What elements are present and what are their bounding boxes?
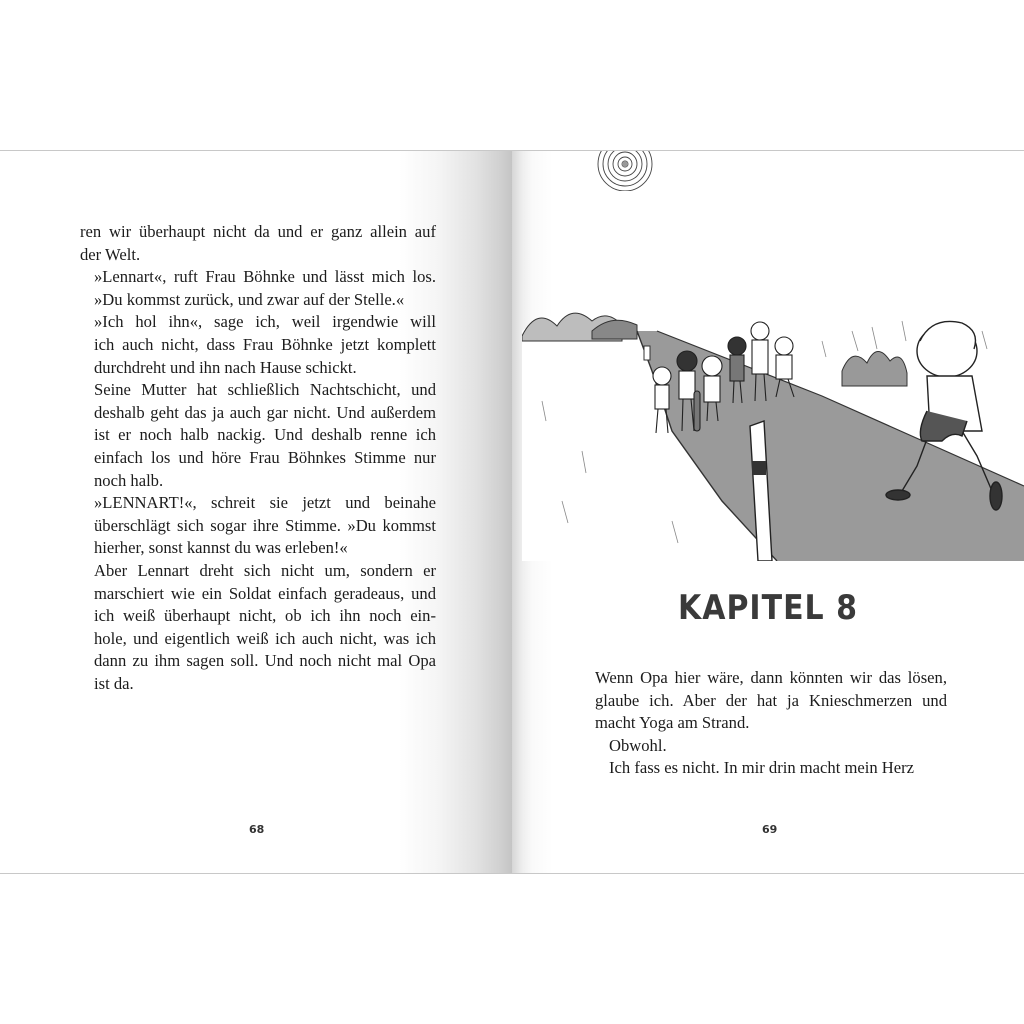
text-line: Wenn Opa hier wäre, dann könnten wir das lösen,: [595, 668, 947, 687]
text-line: Obwohl.: [609, 735, 667, 755]
text-line: ich auch nicht, dass Frau Böhnke jetzt komplett: [94, 334, 436, 354]
text-line: »LENNART!«, schreit sie jetzt und beinahe: [94, 493, 436, 513]
paragraph: [80, 560, 436, 696]
page-number-right: 69: [762, 823, 778, 836]
text-line: dann zu ihm sagen soll. Und noch nicht mal Opa: [94, 651, 436, 671]
text-line: macht Yoga am Strand.: [595, 713, 750, 733]
text-line: »Ich hol ihn«, sage ich, weil irgendwie will: [94, 312, 436, 332]
text-line: »Du kommst zurück, und zwar auf der Stelle.«: [94, 289, 405, 309]
text-line: noch halb.: [94, 470, 164, 490]
text-line: »Lennart«, ruft Frau Böhnke und lässt mich los.: [94, 267, 436, 287]
text-line: ren wir überhaupt nicht da und er ganz allein auf: [80, 222, 436, 241]
text-line: glaube ich. Aber der hat ja Knieschmerzen und: [595, 690, 947, 710]
paragraph: [80, 379, 436, 492]
children-on-path-illustration: [522, 291, 1024, 561]
book-spread: [0, 150, 1024, 874]
paragraph: [595, 735, 947, 758]
left-page: [0, 151, 512, 873]
text-line: deshalb geht das ja auch gar nicht. Und außerdem: [94, 402, 436, 422]
text-line: hole, und eigentlich weiß ich auch nicht, was ich: [94, 628, 436, 648]
text-line: Aber Lennart dreht sich nicht um, sondern er: [94, 560, 436, 580]
text-line: der Welt.: [80, 244, 141, 264]
right-page-text: [595, 667, 947, 780]
paragraph: [80, 311, 436, 379]
text-line: ist da.: [94, 673, 134, 693]
page-number-left: 68: [249, 823, 265, 836]
paragraph: [80, 492, 436, 560]
swirl-ornament-icon: [588, 151, 658, 191]
paragraph: [595, 757, 947, 780]
text-line: Seine Mutter hat schließlich Nachtschicht, und: [94, 380, 436, 400]
left-page-text: [80, 221, 436, 695]
right-page: [512, 151, 1024, 873]
text-line: marschiert wie ein Soldat einfach geradeaus, und: [94, 583, 436, 603]
text-line: Ich fass es nicht. In mir drin macht mein Herz: [609, 758, 915, 778]
paragraph: [80, 266, 436, 311]
chapter-title: KAPITEL 8: [677, 588, 858, 629]
text-line: einfach los und höre Frau Böhnkes Stimme nur: [94, 447, 436, 467]
paragraph: [595, 667, 947, 735]
text-line: überschlägt sich sogar ihre Stimme. »Du kommst: [94, 515, 436, 535]
paragraph: [80, 221, 436, 266]
text-line: durchdreht und ihn nach Hause schickt.: [94, 357, 357, 377]
text-line: hierher, sonst kannst du was erleben!«: [94, 538, 348, 558]
text-line: ist er noch halb nackig. Und deshalb renne ich: [94, 425, 436, 445]
text-line: ich weiß überhaupt nicht, ob ich ihn noch ein-: [94, 606, 436, 626]
